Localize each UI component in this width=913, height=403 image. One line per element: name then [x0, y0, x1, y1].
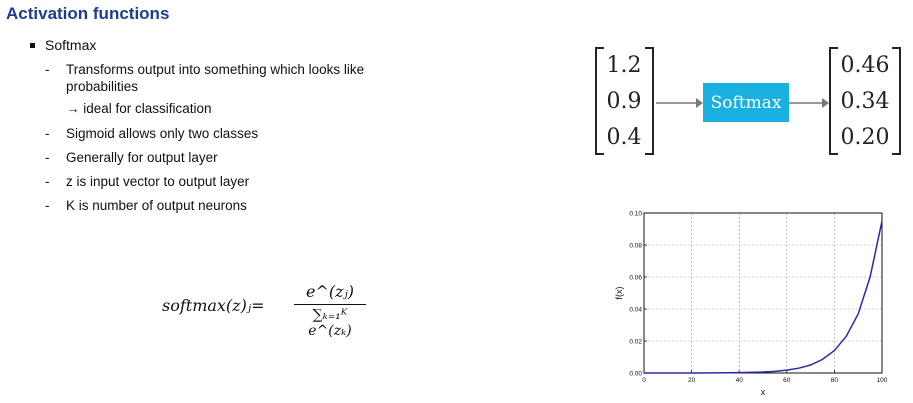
plot-frame	[644, 213, 882, 373]
x-tick-label: 80	[830, 377, 839, 384]
dash-marker: -	[45, 62, 50, 77]
x-tick-label: 0	[642, 377, 646, 384]
y-tick-label: 0.06	[629, 274, 642, 282]
chart-grid	[644, 213, 882, 373]
formula-fraction	[294, 282, 366, 339]
input-value: 1.2	[606, 53, 642, 78]
square-bullet-icon	[30, 43, 35, 48]
softmax-chart	[605, 205, 905, 400]
sub-item-text-line2: probabilities	[66, 79, 139, 94]
y-tick-label: 0.00	[629, 370, 642, 378]
dash-marker: -	[45, 150, 50, 165]
dash-marker: -	[45, 174, 50, 189]
input-bracket-right	[645, 48, 653, 154]
arrow-out-head-icon	[822, 98, 829, 108]
output-bracket-left	[830, 48, 838, 154]
sub-item-text: K is number of output neurons	[66, 198, 247, 213]
arrow-in-head-icon	[696, 98, 703, 108]
sub-item-text: z is input vector to output layer	[66, 174, 250, 189]
output-value: 0.20	[840, 125, 890, 150]
formula-denominator: ∑ₖ₌₁ᴷ e^(zₖ)	[308, 307, 352, 339]
formula-numerator: e^(zⱼ)	[305, 282, 354, 301]
input-bracket-left	[596, 48, 604, 154]
bullet-label: Softmax	[45, 37, 97, 53]
formula-lhs: softmax(z)ⱼ=	[162, 296, 265, 315]
sub-item-text-line1: Transforms output into something which looks like	[66, 62, 365, 77]
output-value: 0.46	[840, 53, 890, 78]
slide-title: Activation functions	[6, 4, 170, 23]
series-line	[644, 221, 882, 373]
chart-ticks	[629, 211, 887, 385]
y-tick-label: 0.10	[629, 210, 642, 218]
y-tick-label: 0.08	[629, 242, 642, 250]
output-value: 0.34	[840, 89, 890, 114]
input-value: 0.4	[606, 125, 642, 150]
x-tick-label: 60	[783, 377, 791, 384]
output-bracket-right	[892, 48, 900, 154]
bullet-softmax	[30, 37, 96, 53]
input-value: 0.9	[606, 89, 642, 114]
x-tick-label: 100	[876, 377, 888, 384]
x-axis-label: x	[760, 387, 766, 397]
y-tick-label: 0.04	[629, 306, 642, 314]
softmax-box-label: Softmax	[710, 93, 782, 113]
sub-item-text: Sigmoid allows only two classes	[66, 126, 259, 141]
y-tick-label: 0.02	[629, 338, 642, 346]
dash-marker: -	[45, 198, 50, 213]
sub-item-text: Generally for output layer	[66, 150, 218, 165]
x-tick-label: 40	[735, 377, 743, 384]
softmax-diagram	[590, 44, 908, 164]
fraction-bar	[294, 304, 366, 305]
arrow-note: → ideal for classification	[66, 101, 212, 116]
x-tick-label: 20	[687, 377, 696, 384]
dash-marker: -	[45, 126, 50, 141]
y-axis-label: f(x)	[614, 286, 624, 300]
